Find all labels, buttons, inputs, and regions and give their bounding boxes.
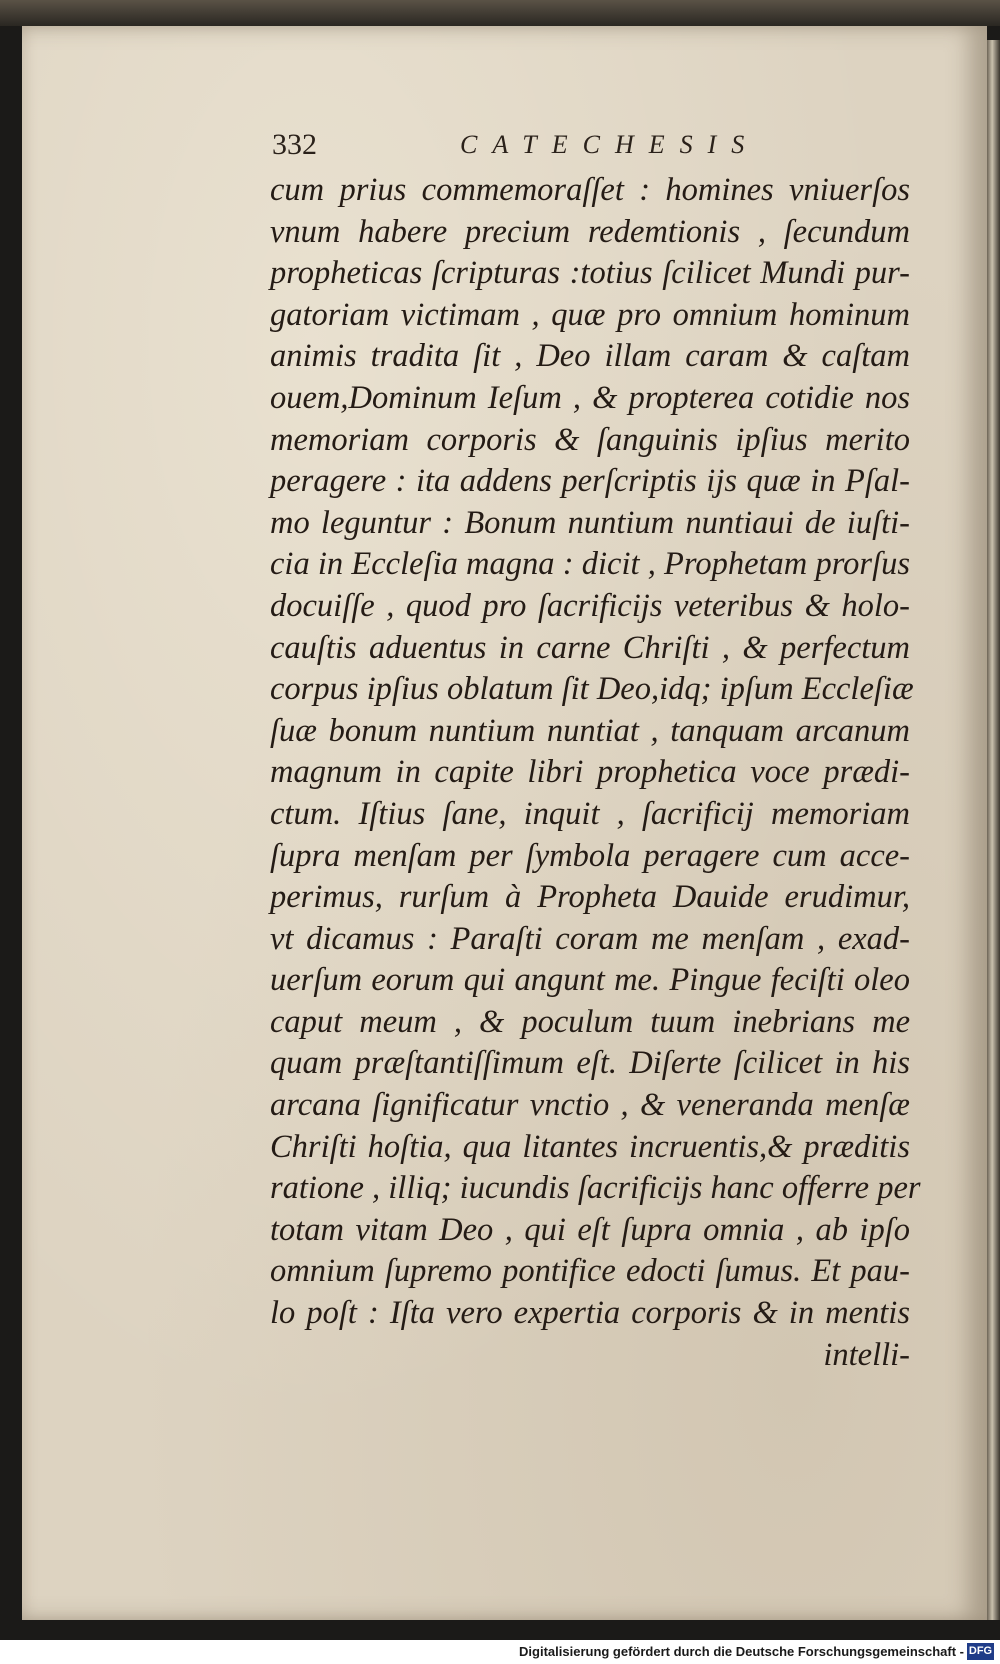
page-edge — [987, 40, 1000, 1620]
text-line: ratione , illiq; iucundis ſacrificijs hanc offerre per — [270, 1170, 921, 1207]
page-header — [272, 128, 832, 168]
text-line: ſupra menſam per ſymbola peragere cum acce- — [270, 837, 910, 874]
catchword: intelli- — [823, 1336, 910, 1373]
text-line: ſuæ bonum nuntium nuntiat , tanquam arcanum — [270, 712, 910, 749]
text-line: mo leguntur : Bonum nuntium nuntiaui de iuſti- — [270, 504, 910, 541]
text-line: peragere : ita addens perſcriptis ijs quæ in Pſal- — [270, 463, 910, 500]
running-title: CATECHESIS — [460, 130, 760, 159]
text-line: docuiſſe , quod pro ſacrificijs veteribus & holo- — [270, 587, 910, 624]
text-line: propheticas ſcripturas :totius ſcilicet Mundi pur- — [270, 255, 910, 292]
text-line: ctum. Iſtius ſane, inquit , ſacrificij memoriam — [270, 795, 910, 832]
text-line: memoriam corporis & ſanguinis ipſius merito — [270, 421, 910, 458]
text-line: ouem,Dominum Ieſum , & propterea cotidie nos — [270, 379, 910, 416]
text-line: cia in Eccleſia magna : dicit , Prophetam prorſus — [270, 546, 910, 583]
body-text — [270, 170, 921, 1376]
text-line: arcana ſignificatur vnctio , & veneranda menſæ — [270, 1087, 910, 1124]
text-line: vt dicamus : Paraſti coram me menſam , exad- — [270, 920, 910, 957]
text-line: vnum habere precium redemtionis , ſecundum — [270, 213, 910, 250]
scan-top-edge — [0, 0, 1000, 26]
digitization-footer — [0, 1640, 1000, 1664]
text-line: caput meum , & poculum tuum inebrians me — [270, 1003, 910, 1040]
text-line: cum prius commemoraſſet : homines vniuerſos — [270, 172, 910, 208]
funding-credit: Digitalisierung gefördert durch die Deutsche Forschungsgemeinschaft - — [519, 1644, 964, 1659]
text-line: lo poſt : Iſta vero expertia corporis & in mentis — [270, 1295, 910, 1332]
text-line: corpus ipſius oblatum ſit Deo,idq; ipſum Eccleſiæ — [270, 671, 914, 708]
dfg-logo-icon: DFG — [967, 1643, 994, 1660]
text-line: perimus, rurſum à Propheta Dauide erudimur, — [270, 879, 910, 916]
text-line: uerſum eorum qui angunt me. Pingue feciſti oleo — [270, 962, 910, 999]
text-line: animis tradita ſit , Deo illam caram & caſtam — [270, 338, 910, 375]
text-line: magnum in capite libri prophetica voce prædi- — [270, 754, 910, 791]
text-line: quam præſtantiſſimum eſt. Diſerte ſcilicet in his — [270, 1045, 910, 1082]
text-line: cauſtis aduentus in carne Chriſti , & perfectum — [270, 629, 910, 666]
page-number: 332 — [272, 128, 317, 161]
text-line: gatoriam victimam , quæ pro omnium hominum — [270, 296, 910, 333]
text-line: Chriſti hoſtia, qua litantes incruentis,& præditis — [270, 1128, 910, 1165]
text-line: omnium ſupremo pontifice edocti ſumus. Et pau- — [270, 1253, 910, 1290]
text-line: totam vitam Deo , qui eſt ſupra omnia , ab ipſo — [270, 1211, 910, 1248]
